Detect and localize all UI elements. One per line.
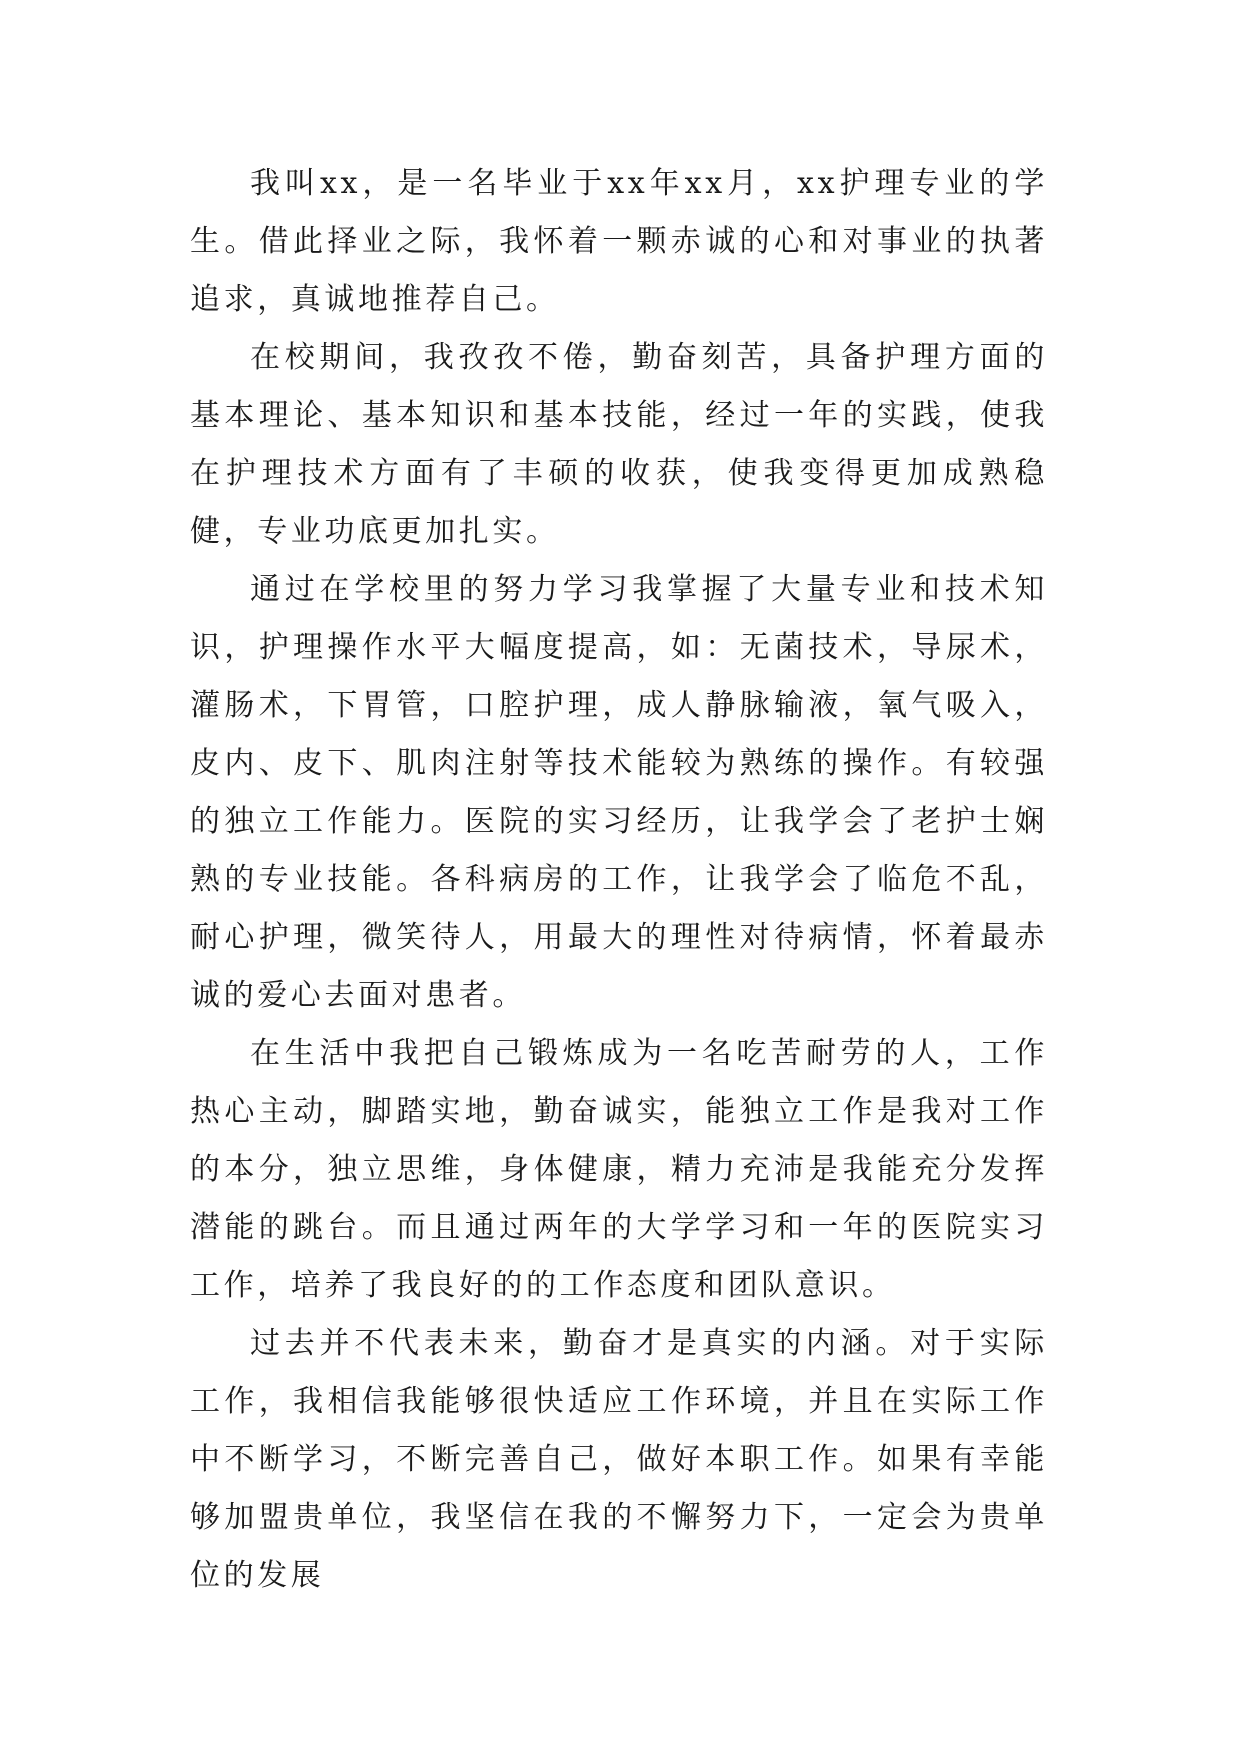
paragraph-future: 过去并不代表未来，勤奋才是真实的内涵。对于实际工作，我相信我能够很快适应工作环境，并且在实际工作中不断学习，不断完善自己，做好本职工作。如果有幸能够加盟贵单位，我坚信在我的不懈努力下，一定会为贵单位的发展	[190, 1326, 1048, 1593]
paragraph-intro: 我叫xx，是一名毕业于xx年xx月，xx护理专业的学生。借此择业之际，我怀着一颗赤诚的心和对事业的执著追求，真诚地推荐自己。	[190, 166, 1048, 317]
paragraph-skills: 通过在学校里的努力学习我掌握了大量专业和技术知识，护理操作水平大幅度提高，如：无菌技术，导尿术，灌肠术，下胃管，口腔护理，成人静脉输液，氧气吸入，皮内、皮下、肌肉注射等技术能较为熟练的操作。有较强的独立工作能力。医院的实习经历，让我学会了老护士娴熟的专业技能。各科病房的工作，让我学会了临危不乱，耐心护理，微笑待人，用最大的理性对待病情，怀着最赤诚的爱心去面对患者。	[190, 572, 1048, 1013]
paragraph-school: 在校期间，我孜孜不倦，勤奋刻苦，具备护理方面的基本理论、基本知识和基本技能，经过一年的实践，使我在护理技术方面有了丰硕的收获，使我变得更加成熟稳健，专业功底更加扎实。	[190, 340, 1048, 549]
document-body	[190, 155, 1048, 1605]
paragraph-life: 在生活中我把自己锻炼成为一名吃苦耐劳的人，工作热心主动，脚踏实地，勤奋诚实，能独立工作是我对工作的本分，独立思维，身体健康，精力充沛是我能充分发挥潜能的跳台。而且通过两年的大学学习和一年的医院实习工作，培养了我良好的的工作态度和团队意识。	[190, 1036, 1048, 1303]
